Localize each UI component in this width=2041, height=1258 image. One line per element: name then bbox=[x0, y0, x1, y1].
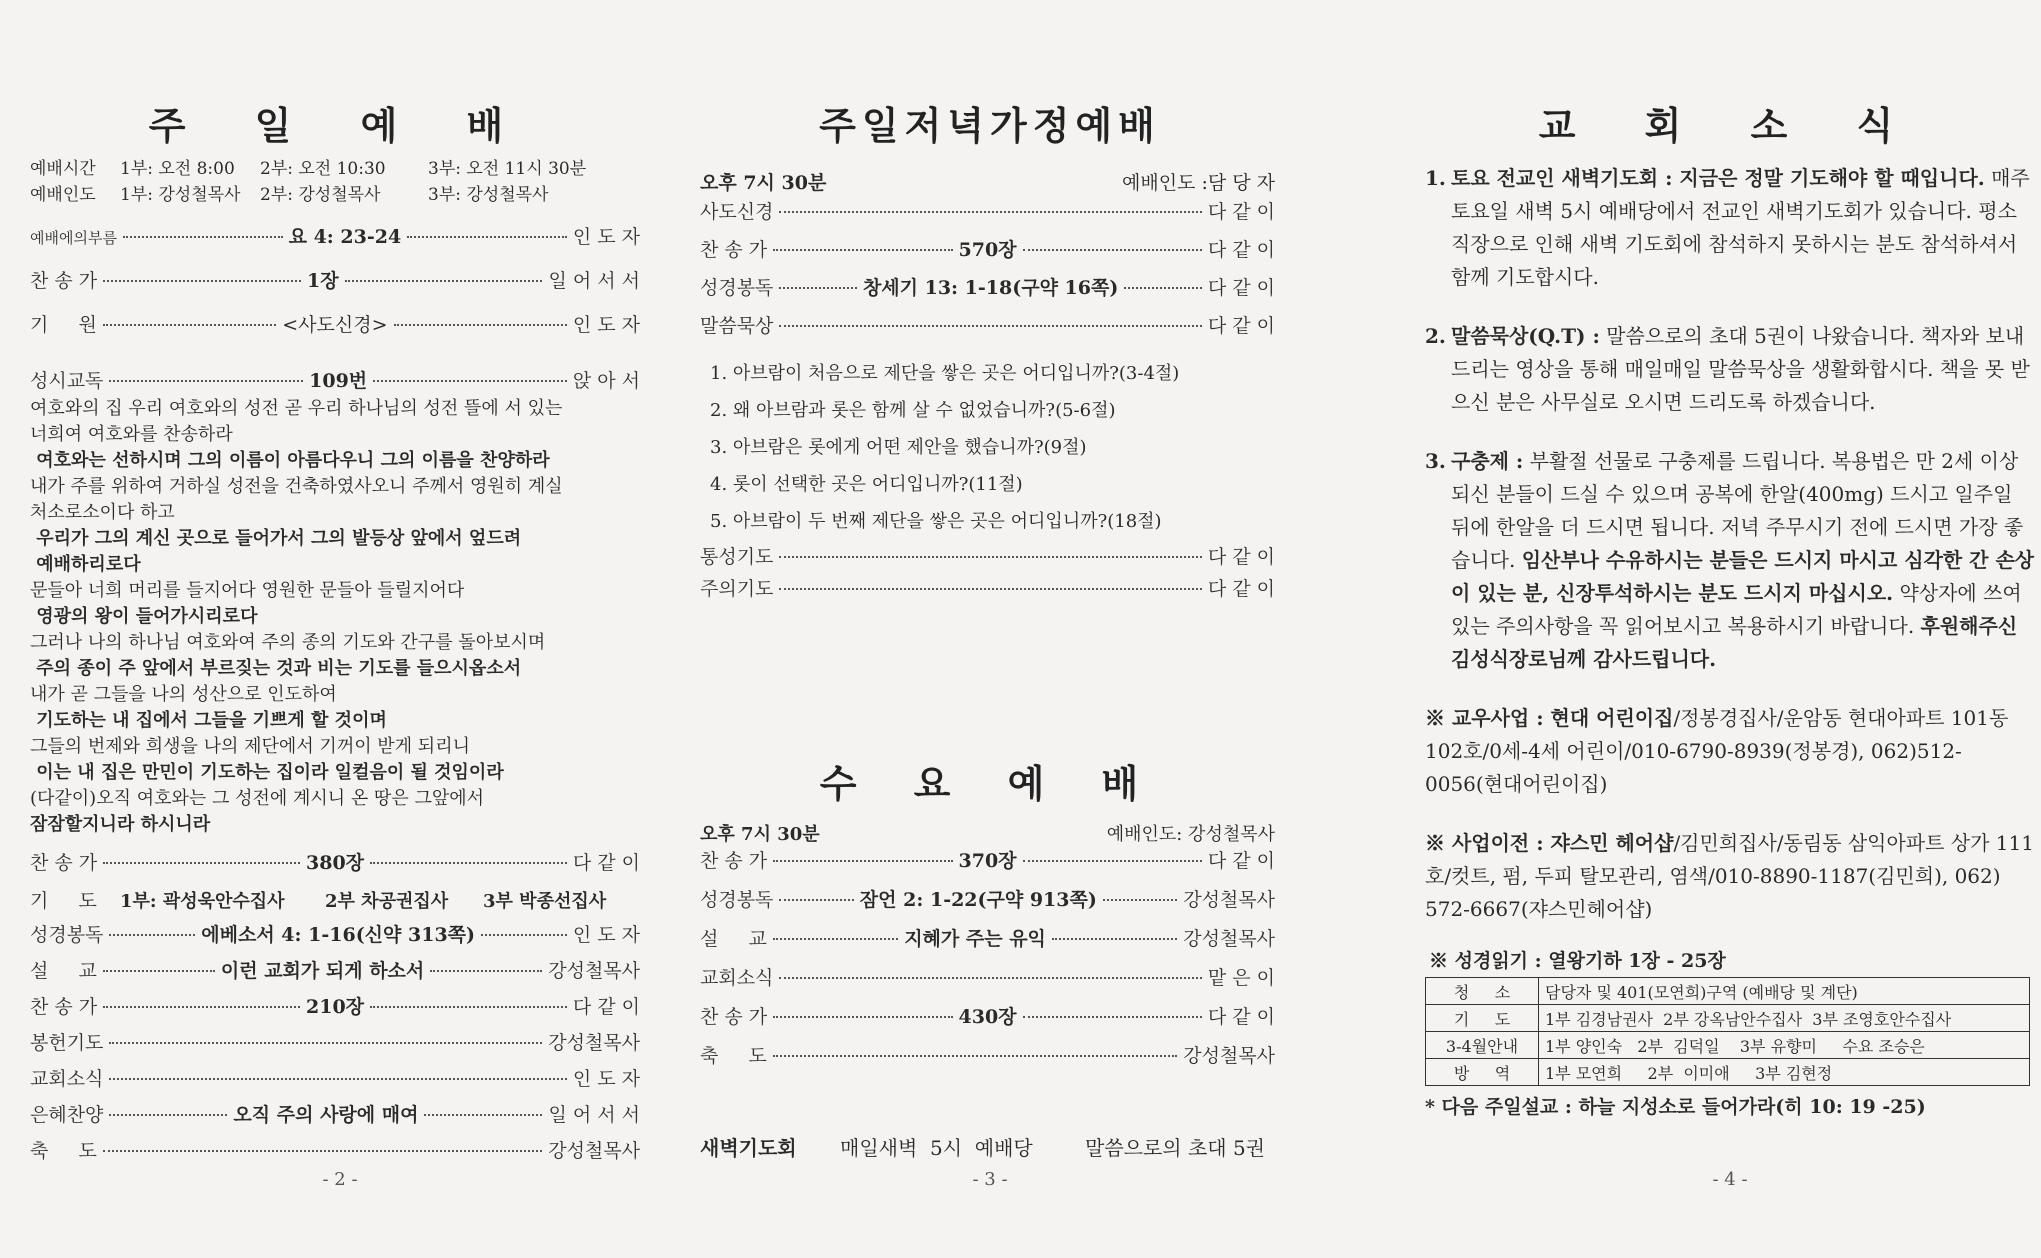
dawn-label: 새벽기도회 bbox=[700, 1136, 797, 1160]
order-row: 설 교 이런 교회가 되게 하소서 강성철목사 bbox=[30, 960, 641, 982]
business-notice: ※ 교우사업 : 현대 어린이집/정봉경집사/운암동 현대아파트 101동 102호/0세-4세 어린이/010-6790-8939(정봉경), 062)512-0056(현대어린이집) bbox=[1425, 706, 2009, 796]
reading-line: 주의 종이 주 앞에서 부르짖는 것과 비는 기도를 들으시옵소서 bbox=[30, 658, 522, 679]
news-item: 2. 말씀묵상(Q.T) : 말씀으로의 초대 5권이 나왔습니다. 책자와 보내드리는 영상을 통해 매일매일 말씀묵상을 생활화합시다. 책을 못 받으신 분은 사무실로 오시면 드리도록 하겠습니다. bbox=[1425, 324, 2030, 414]
order-row: 말씀묵상 다 같 이 bbox=[700, 315, 1275, 337]
dawn-time: 매일새벽 5시 예배당 bbox=[840, 1136, 1033, 1160]
dawn-text: 말씀으로의 초대 5권 bbox=[1085, 1136, 1265, 1160]
schedule-row bbox=[1426, 978, 2030, 1005]
reading-line: 문들아 너희 머리를 들지어다 영원한 문들아 들릴지어다 bbox=[30, 580, 465, 601]
wednesday-worship-title: 수 요 예 배 bbox=[819, 762, 1161, 806]
evening-worship-title: 주일저녁가정예배 bbox=[819, 104, 1161, 148]
order-row: 교회소식 맡 은 이 bbox=[700, 967, 1275, 989]
sunday-worship-title: 주 일 예 배 bbox=[148, 104, 532, 148]
schedule-value: 1부 모연희 2부 이미애 3부 김현정 bbox=[1539, 1059, 2030, 1086]
order-row: 주의기도 다 같 이 bbox=[700, 578, 1275, 600]
time-part-3: 3부: 오전 11시 30분 bbox=[428, 159, 587, 179]
order-bottom bbox=[30, 848, 640, 1172]
schedule-value: 담당자 및 401(모연희)구역 (예배당 및 계단) bbox=[1539, 978, 2030, 1005]
worship-times bbox=[30, 156, 650, 208]
next-sermon: * 다음 주일설교 : 하늘 지성소로 들어가라(히 10: 19 -25) bbox=[1425, 1096, 1926, 1118]
schedule-value: 1부 김경남권사 2부 강옥남안수집사 3부 조영호안수집사 bbox=[1539, 1005, 2030, 1032]
wednesday-time: 오후 7시 30분 bbox=[700, 824, 820, 845]
order-row: 찬 송 가 210장 다 같 이 bbox=[30, 996, 641, 1018]
reading-line: 우리가 그의 계신 곳으로 들어가서 그의 발등상 앞에서 엎드려 bbox=[30, 528, 522, 549]
responsive-reading bbox=[30, 396, 650, 838]
meditation-questions bbox=[700, 355, 1280, 540]
question-item: 3. 아브람은 롯에게 어떤 제안을 했습니까?(9절) bbox=[710, 437, 1087, 458]
time-label: 예배시간 bbox=[30, 159, 96, 179]
reading-line: 너희여 여호와를 찬송하라 bbox=[30, 424, 233, 445]
news-item: 1. 토요 전교인 새벽기도회 : 지금은 정말 기도해야 할 때입니다. 매주 토요일 새벽 5시 예배당에서 전교인 새벽기도회가 있습니다. 평소 직장으로 인해 새벽 기도회에 참석하지 못하시는 분도 참석하셔서 함께 기도합시다. bbox=[1425, 166, 2030, 289]
order-row: 예배에의부름 요 4: 23-24 인 도 자 bbox=[30, 226, 641, 248]
news-item: 3. 구충제 : 부활절 선물로 구충제를 드립니다. 복용법은 만 2세 이상 되신 분들이 드실 수 있으며 공복에 한알(400mg) 드시고 일주일 뒤에 한알을 더 드시면 됩니다. 저녁 주무시기 전에 드시면 가장 좋습니다. 임산부나 수유하시는 분들은 드시지 마시고 심각한 간 손상이 있는 분, 신장투석하시는 분도 드시지 마십시오. 약상자에 쓰여 있는 주의사항을 꼭 읽어보시고 복용하시기 바랍니다. 후원해주신 김성식장로님께 감사드립니다. bbox=[1425, 449, 2035, 671]
wednesday-order bbox=[700, 846, 1275, 1080]
order-row: 설 교 지혜가 주는 유익 강성철목사 bbox=[700, 928, 1275, 950]
schedule-key: 방 역 bbox=[1426, 1059, 1539, 1086]
reading-line: 기도하는 내 집에서 그들을 기쁘게 할 것이며 bbox=[30, 710, 387, 731]
order-row: 성경봉독 에베소서 4: 1-16(신약 313쪽) 인 도 자 bbox=[30, 924, 641, 946]
time-part-2: 2부: 오전 10:30 bbox=[260, 159, 386, 179]
leader-part-2: 2부: 강성철목사 bbox=[260, 185, 381, 205]
order-row: 기 원 <사도신경> 인 도 자 bbox=[30, 314, 641, 336]
question-item: 4. 롯이 선택한 곳은 어디입니까?(11절) bbox=[710, 474, 1023, 495]
page-4-church-news bbox=[1425, 0, 2035, 1258]
reading-line: 이는 내 집은 만민이 기도하는 집이라 일컬음이 될 것임이라 bbox=[30, 762, 504, 783]
order-row: 찬 송 가 430장 다 같 이 bbox=[700, 1006, 1276, 1028]
leader-part-1: 1부: 강성철목사 bbox=[120, 185, 241, 205]
time-part-1: 1부: 오전 8:00 bbox=[120, 159, 235, 179]
order-row: 사도신경 다 같 이 bbox=[700, 201, 1275, 223]
schedule-key: 3-4월안내 bbox=[1426, 1032, 1539, 1059]
reading-line: 영광의 왕이 들어가시리로다 bbox=[30, 606, 258, 627]
church-news-title: 교 회 소 식 bbox=[1538, 104, 1922, 148]
reading-line: 내가 곧 그들을 나의 성산으로 인도하여 bbox=[30, 684, 337, 705]
reading-line: 여호와는 선하시며 그의 이름이 아름다우니 그의 이름을 찬양하라 bbox=[30, 450, 550, 471]
page-number: - 4 - bbox=[1712, 1169, 1748, 1190]
order-row: 성경봉독 잠언 2: 1-22(구약 913쪽) 강성철목사 bbox=[700, 889, 1275, 911]
reading-line: 잠잠할지니라 하시니라 bbox=[30, 814, 211, 835]
order-top bbox=[30, 222, 640, 396]
question-item: 1. 아브람이 처음으로 제단을 쌓은 곳은 어디입니까?(3-4절) bbox=[710, 363, 1180, 384]
order-row: 통성기도 다 같 이 bbox=[700, 546, 1275, 568]
reading-line: 내가 주를 위하여 거하실 성전을 건축하였사오니 주께서 영원히 계실 bbox=[30, 476, 563, 497]
schedule-row bbox=[1426, 1059, 2030, 1086]
page-number: - 2 - bbox=[322, 1169, 358, 1190]
reading-line: 그러나 나의 하나님 여호와여 주의 종의 기도와 간구를 돌아보시며 bbox=[30, 632, 546, 653]
reading-line: 여호와의 집 우리 여호와의 성전 곧 우리 하나님의 성전 뜰에 서 있는 bbox=[30, 398, 563, 419]
wednesday-leader: 예배인도: 강성철목사 bbox=[1106, 824, 1275, 845]
order-row: 봉헌기도 강성철목사 bbox=[30, 1032, 640, 1054]
page-2-worship bbox=[30, 0, 650, 1258]
duty-schedule-table bbox=[1425, 977, 2030, 1086]
dawn-prayer bbox=[700, 1132, 1275, 1161]
schedule-row bbox=[1426, 1005, 2030, 1032]
prayer-row: 기 도 1부: 곽성욱안수집사 2부 차공권집사 3부 박종선집사 bbox=[30, 890, 607, 912]
order-row: 찬 송 가 1장 일 어 서 서 bbox=[30, 270, 640, 292]
evening-header bbox=[700, 168, 1275, 195]
leader-label: 예배인도 bbox=[30, 185, 96, 205]
page-3-evening-worship bbox=[700, 0, 1280, 1258]
leader-part-3: 3부: 강성철목사 bbox=[428, 185, 549, 205]
order-row: 은혜찬양 오직 주의 사랑에 매여 일 어 서 서 bbox=[30, 1104, 640, 1126]
reading-line: 그들의 번제와 희생을 나의 제단에서 기꺼이 받게 되리니 bbox=[30, 736, 470, 757]
evening-time: 오후 7시 30분 bbox=[700, 172, 827, 194]
order-row: 축 도 강성철목사 bbox=[30, 1140, 640, 1162]
order-row: 성경봉독 창세기 13: 1-18(구약 16쪽) 다 같 이 bbox=[700, 277, 1275, 299]
order-row: 찬 송 가 570장 다 같 이 bbox=[700, 239, 1276, 261]
question-item: 5. 아브람이 두 번째 제단을 쌓은 곳은 어디입니까?(18절) bbox=[710, 511, 1162, 532]
order-row: 찬 송 가 380장 다 같 이 bbox=[30, 852, 641, 874]
page-number: - 3 - bbox=[972, 1169, 1008, 1190]
wednesday-header bbox=[700, 820, 1275, 846]
reading-line: 예배하리로다 bbox=[30, 554, 141, 575]
order-row: 성시교독 109번 앉 아 서 bbox=[30, 370, 640, 392]
schedule-key: 청 소 bbox=[1426, 978, 1539, 1005]
relocation-notice: ※ 사업이전 : 쟈스민 헤어샵/김민희집사/동림동 삼익아파트 상가 111호/컷트, 펌, 두피 탈모관리, 염색/010-8890-1187(김민희), 062) 572-6667(쟈스민헤어샵) bbox=[1425, 831, 2034, 921]
reading-line: 처소로소이다 하고 bbox=[30, 502, 175, 523]
evening-order bbox=[700, 197, 1275, 349]
question-item: 2. 왜 아브람과 롯은 함께 살 수 없었습니까?(5-6절) bbox=[710, 400, 1116, 421]
order-row: 축 도 강성철목사 bbox=[700, 1045, 1275, 1067]
news-list bbox=[1425, 162, 2035, 926]
order-row: 교회소식 인 도 자 bbox=[30, 1068, 640, 1090]
schedule-key: 기 도 bbox=[1426, 1005, 1539, 1032]
bible-reading: ※ 성경읽기 : 열왕기하 1장 - 25장 bbox=[1429, 950, 1726, 972]
evening-leader: 예배인도 :담 당 자 bbox=[1122, 172, 1275, 194]
order-row: 찬 송 가 370장 다 같 이 bbox=[700, 850, 1276, 872]
schedule-row bbox=[1426, 1032, 2030, 1059]
schedule-value: 1부 양인숙 2부 김덕일 3부 유향미 수요 조승은 bbox=[1539, 1032, 2030, 1059]
evening-order-2 bbox=[700, 542, 1275, 606]
reading-line: (다같이)오직 여호와는 그 성전에 계시니 온 땅은 그앞에서 bbox=[30, 788, 485, 809]
